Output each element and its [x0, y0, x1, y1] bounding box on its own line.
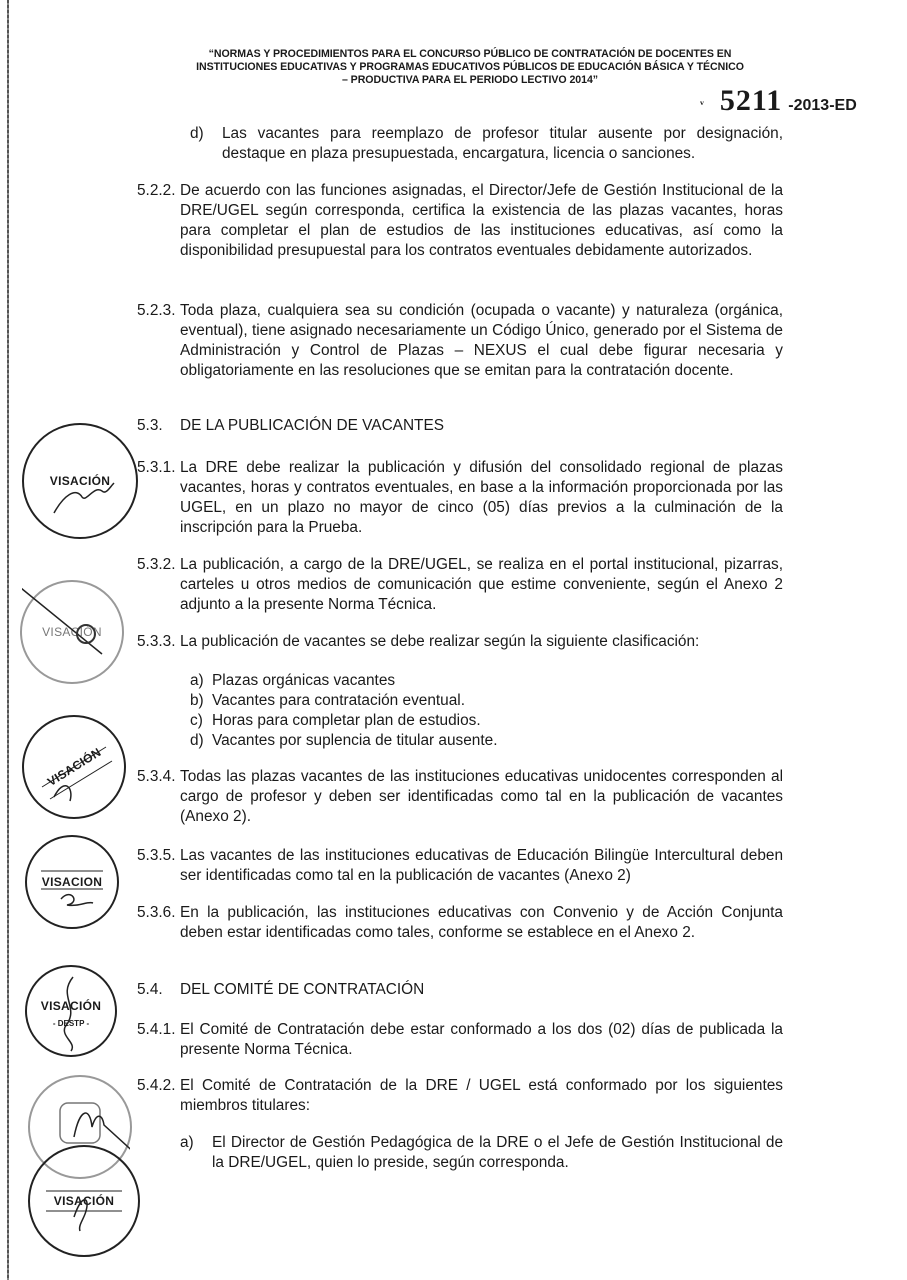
stamp-sublabel: - DESTP -	[52, 1019, 90, 1028]
stamp-intercultural-bilingue	[20, 580, 124, 684]
section-heading-5-3	[137, 416, 444, 436]
paragraph-number: 5.3.2.	[137, 556, 176, 573]
paragraph-5-3-2	[137, 555, 783, 615]
resolution-suffix: -2013-ED	[788, 97, 857, 114]
header-title-line-3: – PRODUCTIVA PARA EL PERIODO LECTIVO 2014”	[341, 74, 599, 86]
list-item-d-top	[190, 124, 783, 164]
signature-icon	[27, 967, 115, 1055]
section-number: 5.4.	[137, 981, 163, 998]
resolution-number	[700, 84, 857, 118]
resolution-number-value: 5211	[719, 84, 783, 117]
stamp-basica-especial	[25, 835, 119, 929]
list-item-label: c)	[190, 712, 203, 729]
paragraph-number: 5.4.2.	[137, 1077, 176, 1094]
paragraph-text: De acuerdo con las funciones asignadas, el Director/Jefe de Gestión Institucional de la DRE/UGEL según corresponda, certifica la existencia de las plazas vacantes, horas para completar el plan de estudios de las instituciones educativas, así como la disponibilidad presupuestal para los contratos eventuales debidamente autorizados.	[180, 182, 783, 259]
list-item-c	[190, 711, 690, 731]
list-item-label: a)	[190, 672, 204, 689]
list-item-label: a)	[180, 1134, 194, 1151]
stamp-label: VISACIÓN	[44, 745, 104, 789]
stamp-basica-regular	[22, 715, 126, 819]
stamp-label: VISACIÓN	[53, 1194, 115, 1208]
paragraph-text: La DRE debe realizar la publicación y difusión del consolidado regional de plazas vacantes, horas y contratos eventuales, en base a la información proporcionada por las UGEL, en un plazo no mayor de cinco (05) días previos a la culminación de la inscripción para la Prueba.	[180, 459, 783, 536]
paragraph-5-3-1	[137, 458, 783, 538]
header-title-line-2: INSTITUCIONES EDUCATIVAS Y PROGRAMAS EDUCATIVOS PÚBLICOS DE EDUCACIÓN BÁSICA Y TÉCNICO	[196, 61, 744, 73]
stamp-basica-alternativa	[28, 1145, 140, 1257]
list-item-text: Horas para completar plan de estudios.	[212, 712, 481, 729]
paragraph-text: La publicación de vacantes se debe realizar según la siguiente clasificación:	[180, 633, 700, 650]
paragraph-5-2-3	[137, 301, 783, 381]
list-item-text: Las vacantes para reemplazo de profesor titular ausente por designación, destaque en plaza presupuestada, encargatura, licencia o sanciones.	[222, 125, 783, 162]
stamp-label: VISACIÓN	[49, 474, 111, 488]
stamp-label: VISACIÓN	[42, 625, 102, 639]
header-title-line-1: “NORMAS Y PROCEDIMIENTOS PARA EL CONCURSO PÚBLICO DE CONTRATACIÓN DE DOCENTES EN	[208, 48, 732, 60]
check-mark-icon: ᵥ	[700, 92, 704, 107]
section-number: 5.3.	[137, 417, 163, 434]
list-item-label: d)	[190, 125, 204, 142]
paragraph-text: Toda plaza, cualquiera sea su condición (ocupada o vacante) y naturaleza (orgánica, eventual), tiene asignado necesariamente un Código Único, generado por el Sistema de Administración y Control de Plazas – NEXUS el cual debe figurar necesaria y obligatoriamente en las resoluciones que se emitan para la contratación docente.	[180, 302, 783, 379]
paragraph-5-3-6	[137, 903, 783, 943]
paragraph-number: 5.3.1.	[137, 459, 176, 476]
paragraph-text: El Comité de Contratación de la DRE / UGEL está conformado por los siguientes miembros titulares:	[180, 1077, 783, 1114]
document-header	[130, 48, 810, 87]
stamp-label: VISACION	[41, 875, 103, 889]
list-item-text: El Director de Gestión Pedagógica de la DRE o el Jefe de Gestión Institucional de la DRE/UGEL, quien lo preside, según corresponda.	[212, 1134, 783, 1171]
paragraph-text: La publicación, a cargo de la DRE/UGEL, se realiza en el portal institucional, pizarras, carteles u otros medios de comunicación que estime conveniente, según el Anexo 2 adjunto a la presente Norma Técnica.	[180, 556, 783, 613]
list-item-label: b)	[190, 692, 204, 709]
list-item-a	[190, 671, 690, 691]
stamp-desarrollo-docente	[22, 423, 138, 539]
paragraph-number: 5.2.3.	[137, 302, 176, 319]
paragraph-5-2-2	[137, 181, 783, 261]
list-item-text: Plazas orgánicas vacantes	[212, 672, 396, 689]
paragraph-number: 5.4.1.	[137, 1021, 176, 1038]
signature-icon	[27, 837, 117, 927]
paragraph-5-3-3	[137, 632, 783, 652]
list-item-text: Vacantes por suplencia de titular ausente.	[212, 732, 498, 749]
paragraph-number: 5.2.2.	[137, 182, 176, 199]
paragraph-5-4-2	[137, 1076, 783, 1116]
paragraph-text: En la publicación, las instituciones educativas con Convenio y de Acción Conjunta deben estar identificadas como tales, conforme se establece en el Anexo 2.	[180, 904, 783, 941]
stamp-label: VISACIÓN	[40, 999, 102, 1013]
paragraph-text: Todas las plazas vacantes de las instituciones educativas unidocentes corresponden al cargo de profesor y deben ser identificadas como tal en la publicación de vacantes (Anexo 2).	[180, 768, 783, 825]
list-item-d	[190, 731, 690, 751]
list-item-label: d)	[190, 732, 204, 749]
paragraph-5-4-1	[137, 1020, 783, 1060]
list-item-text: Vacantes para contratación eventual.	[212, 692, 465, 709]
paragraph-number: 5.3.4.	[137, 768, 176, 785]
paragraph-5-3-5	[137, 846, 783, 886]
paragraph-number: 5.3.6.	[137, 904, 176, 921]
section-title: DE LA PUBLICACIÓN DE VACANTES	[180, 417, 444, 434]
section-heading-5-4	[137, 980, 424, 1000]
paragraph-text: El Comité de Contratación debe estar conformado a los dos (02) días de publicada la presente Norma Técnica.	[180, 1021, 783, 1058]
paragraph-number: 5.3.5.	[137, 847, 176, 864]
list-item-committee-a	[180, 1133, 783, 1173]
paragraph-5-3-4	[137, 767, 783, 827]
paragraph-number: 5.3.3.	[137, 633, 176, 650]
signature-icon	[30, 1147, 138, 1255]
paragraph-text: Las vacantes de las instituciones educativas de Educación Bilingüe Intercultural deben ser identificadas como tal en la publicación de vacantes (Anexo 2)	[180, 847, 783, 884]
binding-edge-line	[7, 0, 9, 1280]
list-item-b	[190, 691, 690, 711]
stamp-destp	[25, 965, 117, 1057]
section-title: DEL COMITÉ DE CONTRATACIÓN	[180, 981, 425, 998]
signature-icon	[24, 425, 136, 537]
signature-icon	[22, 582, 122, 682]
